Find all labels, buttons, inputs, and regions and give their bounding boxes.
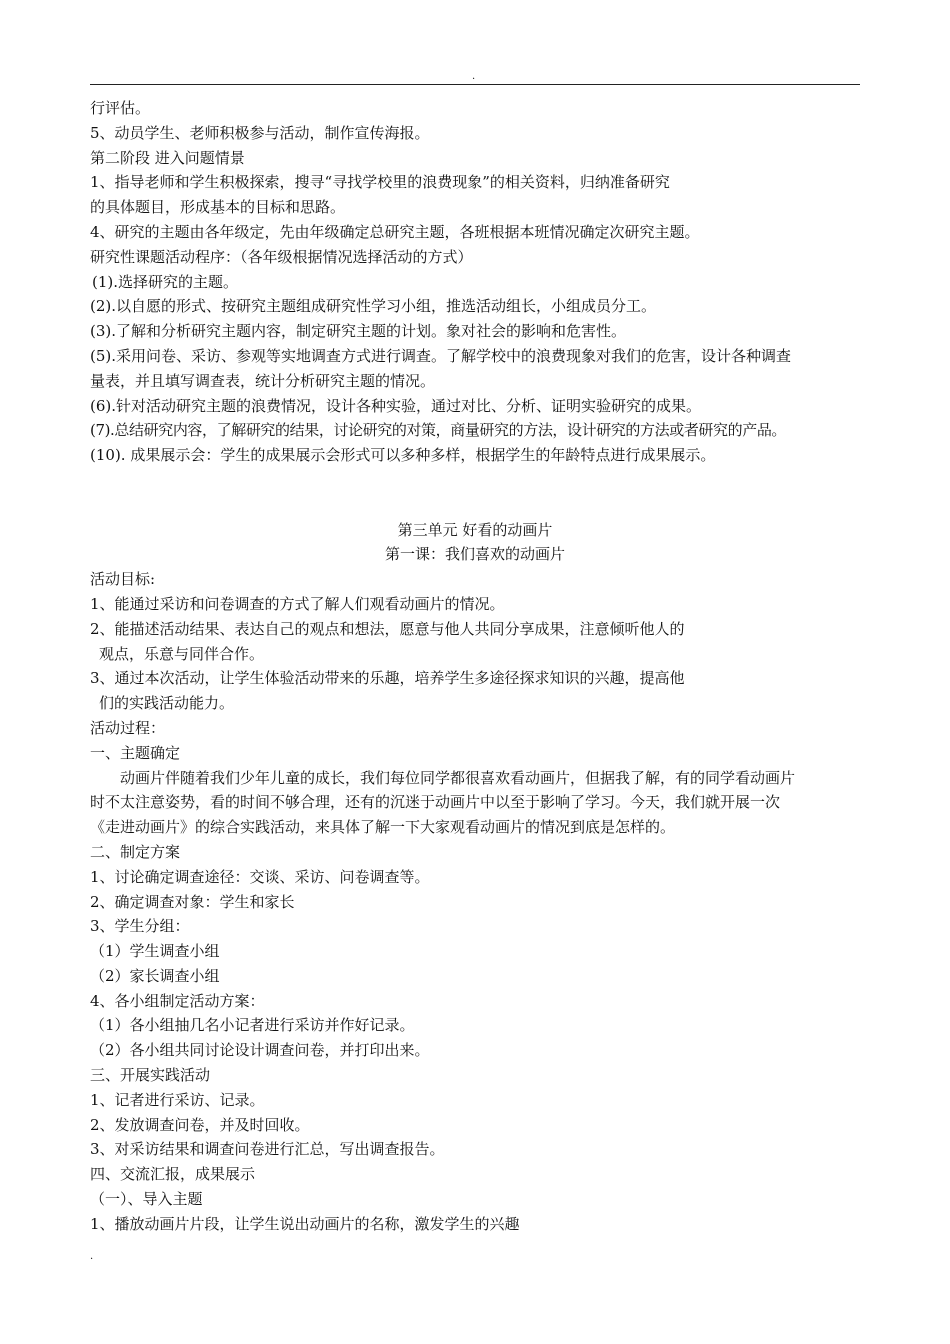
- text-line: 研究性课题活动程序：（各年级根据情况选择活动的方式）: [90, 247, 473, 266]
- text-line: (7).总结研究内容，了解研究的结果，讨论研究的对策，商量研究的方法，设计研究的方法或者研究的产品。: [90, 421, 787, 440]
- text-line: 时不太注意姿势，看的时间不够合理，还有的沉迷于动画片中以至于影响了学习。今天，我们就开展一次: [90, 793, 781, 812]
- text-line: 3、学生分组：: [90, 917, 190, 936]
- text-line: 1、记者进行采访、记录。: [90, 1090, 265, 1109]
- section-heading: 第三单元 好看的动画片: [397, 520, 553, 539]
- text-line: （1）学生调查小组: [90, 942, 220, 961]
- section-heading: 第一课：我们喜欢的动画片: [384, 545, 565, 564]
- text-line: 1、播放动画片片段，让学生说出动画片的名称，激发学生的兴趣: [90, 1214, 520, 1233]
- text-line: [90, 468, 880, 493]
- text-line: 活动目标:: [90, 570, 156, 589]
- text-line: 的具体题目，形成基本的目标和思路。: [90, 198, 346, 217]
- text-line: 4、各小组制定活动方案：: [90, 991, 265, 1010]
- text-line: 活动过程：: [90, 718, 166, 737]
- footer-mark: .: [90, 1251, 94, 1262]
- text-line: 1、讨论确定调查途径：交谈、采访、问卷调查等。: [90, 867, 430, 886]
- header-mark: .: [472, 71, 476, 82]
- text-line: 1、指导老师和学生积极探索，搜寻“寻找学校里的浪费现象”的相关资料，归纳准备研究: [90, 173, 670, 192]
- text-line: (2).以自愿的形式、按研究主题组成研究性学习小组，推选活动组长，小组成员分工。: [90, 297, 657, 316]
- text-line: (10). 成果展示会：学生的成果展示会形式可以多种多样，根据学生的年龄特点进行成果展示。: [90, 446, 716, 465]
- text-line: 5、动员学生、老师积极参与活动，制作宣传海报。: [90, 123, 430, 142]
- text-line: 4、研究的主题由各年级定，先由年级确定总研究主题，各班根据本班情况确定次研究主题。: [90, 222, 700, 241]
- text-line: 2、能描述活动结果、表达自己的观点和想法，愿意与他人共同分享成果，注意倾听他人的: [90, 619, 685, 638]
- text-line: 《走进动画片》的综合实践活动，来具体了解一下大家观看动画片的情况到底是怎样的。: [90, 818, 676, 837]
- text-line: [90, 493, 880, 518]
- text-line: 1、能通过采访和问卷调查的方式了解人们观看动画片的情况。: [90, 594, 505, 613]
- text-line: 三、开展实践活动: [90, 1066, 211, 1085]
- text-line: 3、对采访结果和调查问卷进行汇总，写出调查报告。: [90, 1140, 445, 1159]
- text-line: 2、发放调查问卷，并及时回收。: [90, 1115, 310, 1134]
- text-line: （2）家长调查小组: [90, 966, 220, 985]
- text-line: (5).采用问卷、采访、参观等实地调查方式进行调查。了解学校中的浪费现象对我们的危害，设计各种调查: [90, 346, 792, 365]
- text-line: 3、通过本次活动，让学生体验活动带来的乐趣，培养学生多途径探求知识的兴趣，提高他: [90, 669, 685, 688]
- text-line: （2）各小组共同讨论设计调查问卷，并打印出来。: [90, 1041, 430, 1060]
- text-line: 二、制定方案: [90, 842, 181, 861]
- document-body: [90, 96, 880, 1237]
- text-line: (1).选择研究的主题。: [92, 272, 239, 291]
- text-line: 们的实践活动能力。: [99, 694, 235, 713]
- text-line: 动画片伴随着我们少年儿童的成长，我们每位同学都很喜欢看动画片，但据我了解，有的同学看动画片: [120, 768, 796, 787]
- text-line: 2、确定调查对象：学生和家长: [90, 892, 295, 911]
- text-line: 第二阶段 进入问题情景: [90, 148, 245, 167]
- text-line: 四、交流汇报，成果展示: [90, 1165, 256, 1184]
- header-rule: [90, 84, 860, 85]
- text-line: 一、主题确定: [90, 743, 181, 762]
- text-line: (3).了解和分析研究主题内容，制定研究主题的计划。象对社会的影响和危害性。: [90, 322, 627, 341]
- text-line: （一）、导入主题: [90, 1190, 203, 1209]
- text-line: (6).针对活动研究主题的浪费情况，设计各种实验，通过对比、分析、证明实验研究的成果。: [90, 396, 702, 415]
- text-line: （1）各小组抽几名小记者进行采访并作好记录。: [90, 1016, 415, 1035]
- text-line: 观点，乐意与同伴合作。: [99, 644, 265, 663]
- text-line: 行评估。: [90, 99, 151, 117]
- text-line: 量表，并且填写调查表，统计分析研究主题的情况。: [90, 371, 436, 390]
